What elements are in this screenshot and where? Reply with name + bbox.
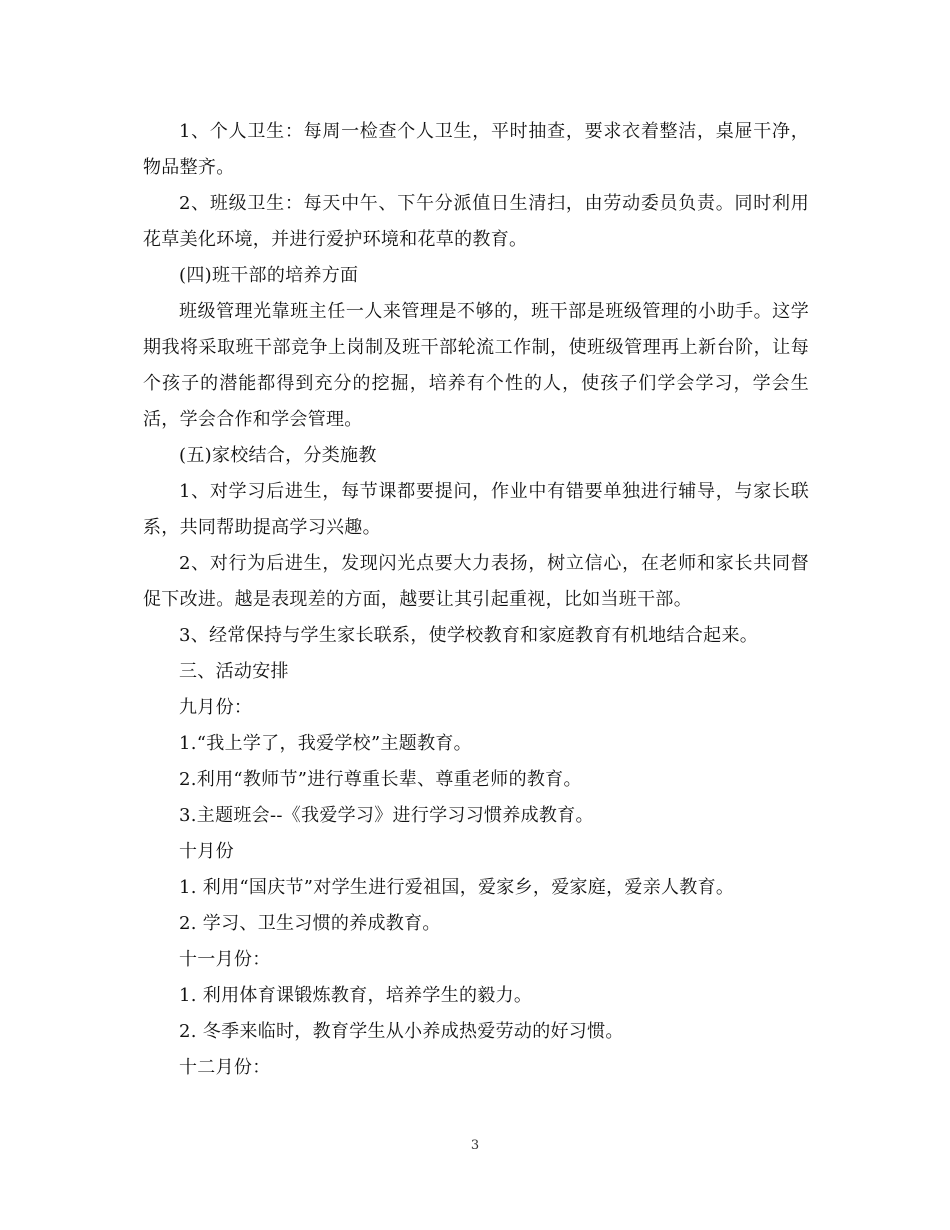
list-item: 1. 利用体育课锻炼教育，培养学生的毅力。	[179, 985, 533, 1006]
list-item: 2. 冬季来临时，教育学生从小养成热爱劳动的好习惯。	[179, 1021, 624, 1042]
list-item: 2.利用“教师节”进行尊重长辈、尊重老师的教育。	[179, 769, 582, 790]
document-body	[143, 114, 809, 1086]
month-heading-september: 九月份：	[179, 697, 253, 718]
paragraph-class-management: 班级管理光靠班主任一人来管理是不够的，班干部是班级管理的小助手。这学期我将采取班干部竞争上岗制及班干部轮流工作制，使班级管理再上新台阶，让每个孩子的潜能都得到充分的挖掘，培养有个性的人，使孩子们学会学习，学会生活，学会合作和学会管理。	[143, 301, 809, 430]
paragraph-personal-hygiene: 1、个人卫生：每周一检查个人卫生，平时抽查，要求衣着整洁，桌屉干净，物品整齐。	[143, 121, 809, 178]
month-heading-december: 十二月份：	[179, 1057, 271, 1078]
list-item: 3.主题班会--《我爱学习》进行学习习惯养成教育。	[179, 805, 594, 826]
list-item: 2. 学习、卫生习惯的养成教育。	[179, 913, 441, 934]
paragraph-parent-contact: 3、经常保持与学生家长联系，使学校教育和家庭教育有机地结合起来。	[179, 625, 759, 646]
page-number: 3	[470, 1138, 480, 1153]
section-heading-activities: 三、活动安排	[179, 661, 289, 682]
paragraph-learning-laggards: 1、对学习后进生，每节课都要提问，作业中有错要单独进行辅导，与家长联系，共同帮助提高学习兴趣。	[143, 481, 809, 538]
month-heading-october: 十月份	[179, 841, 234, 862]
list-item: 1. 利用“国庆节”对学生进行爱祖国，爱家乡，爱家庭，爱亲人教育。	[179, 877, 735, 898]
month-heading-november: 十一月份：	[179, 949, 271, 970]
paragraph-behavior-laggards: 2、对行为后进生，发现闪光点要大力表扬，树立信心，在老师和家长共同督促下改进。越是表现差的方面，越要让其引起重视，比如当班干部。	[143, 553, 809, 610]
section-heading-home-school: (五)家校结合，分类施教	[179, 445, 377, 466]
section-heading-class-cadre: (四)班干部的培养方面	[179, 265, 359, 286]
list-item: 1.“我上学了，我爱学校”主题教育。	[179, 733, 472, 754]
paragraph-class-hygiene: 2、班级卫生：每天中午、下午分派值日生清扫，由劳动委员负责。同时利用花草美化环境，并进行爱护环境和花草的教育。	[143, 193, 809, 250]
